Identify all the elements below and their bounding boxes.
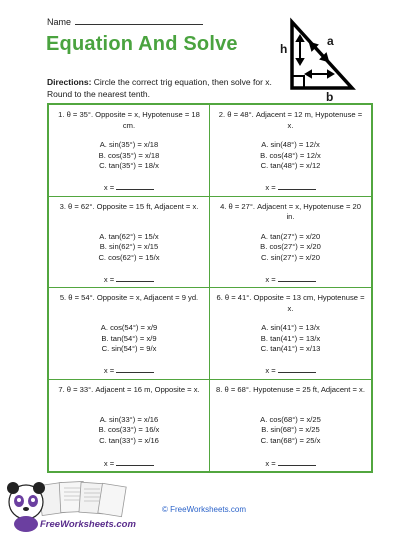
choice-list [49,323,209,355]
problem-1 [49,105,210,197]
answer-line [210,274,371,286]
choice-a[interactable]: A. sin(35°) = x/18 [99,140,159,149]
label-a: a [327,34,334,48]
answer-label: x = [103,366,115,375]
choice-c[interactable]: C. tan(33°) = x/16 [99,435,159,445]
choice-c[interactable]: C. tan(41°) = x/13 [260,344,321,353]
answer-blank[interactable] [116,182,154,190]
choice-c[interactable]: C. tan(48°) = x/12 [260,161,321,170]
answer-line [210,182,371,194]
choice-list [210,323,371,355]
problem-4 [210,197,371,289]
directions-text: Circle the correct trig equation, then solve for x. Round to the nearest tenth. [47,77,272,99]
answer-line [210,365,371,377]
choice-b[interactable]: B. tan(54°) = x/9 [101,333,157,343]
answer-label: x = [103,458,115,468]
choice-list [210,232,371,264]
choice-list [49,415,209,447]
choice-b[interactable]: B. cos(48°) = 12/x [260,150,321,160]
choice-c[interactable]: C. sin(54°) = 9/x [101,344,157,353]
answer-blank[interactable] [278,458,316,466]
answer-blank[interactable] [278,365,316,373]
problem-grid [47,103,373,473]
problem-prompt: 7. θ = 33°. Adjacent = 16 m, Opposite = x. [58,384,200,394]
choice-a[interactable]: A. cos(54°) = x/9 [100,323,158,332]
choice-c[interactable]: C. cos(62°) = 15/x [98,252,160,262]
answer-line [49,458,209,470]
problem-3 [49,197,210,289]
problem-6 [210,288,371,380]
answer-label: x = [103,183,115,192]
choice-list [210,415,371,447]
worksheet-stack-icon [38,481,126,516]
answer-line [210,458,371,470]
problem-prompt: 6. θ = 41°. Opposite = 13 cm, Hypotenuse = x. [216,293,365,313]
choice-a[interactable]: A. cos(68°) = x/25 [260,414,321,424]
label-b: b [326,90,334,104]
problem-prompt: 1. θ = 35°. Opposite = x, Hypotenuse = 18 cm. [58,110,200,130]
choice-c[interactable]: C. tan(35°) = 18/x [99,161,159,170]
answer-label: x = [265,274,276,284]
problem-prompt: 4. θ = 27°. Adjacent = x, Hypotenuse = 20 in. [220,201,361,221]
problem-prompt: 2. θ = 48°. Adjacent = 12 m, Hypotenuse = x. [218,110,363,130]
footer-brand: FreeWorksheets.com [40,519,136,530]
choice-a[interactable]: A. tan(27°) = x/20 [260,231,321,241]
problem-5 [49,288,210,380]
directions [47,76,287,100]
choice-list [49,232,209,264]
choice-b[interactable]: B. cos(27°) = x/20 [260,242,321,251]
choice-a[interactable]: A. sin(48°) = 12/x [261,140,320,149]
answer-line [49,182,209,194]
answer-line [49,365,209,377]
problem-8 [210,380,371,472]
choice-b[interactable]: B. sin(68°) = x/25 [261,425,320,434]
choice-c[interactable]: C. tan(68°) = 25/x [260,435,321,445]
answer-label: x = [265,366,276,375]
choice-list [210,140,371,172]
choice-c[interactable]: C. sin(27°) = x/20 [261,252,320,262]
choice-a[interactable]: A. sin(33°) = x/16 [99,414,159,424]
choice-b[interactable]: B. cos(33°) = 16/x [98,425,160,434]
footer-copyright[interactable]: © FreeWorksheets.com [162,505,246,514]
choice-a[interactable]: A. tan(62°) = 15/x [99,231,159,241]
answer-label: x = [265,183,276,192]
name-label: Name [47,17,72,27]
answer-blank[interactable] [116,274,154,282]
problem-2 [210,105,371,197]
label-h: h [280,42,288,56]
choice-b[interactable]: B. tan(41°) = 13/x [260,333,321,343]
problem-prompt: 3. θ = 62°. Opposite = 15 ft, Adjacent = x. [59,201,199,211]
answer-label: x = [265,458,276,468]
name-row [47,15,203,27]
answer-blank[interactable] [278,182,316,190]
choice-b[interactable]: B. cos(35°) = x/18 [98,150,160,160]
problem-prompt: 5. θ = 54°. Opposite = x, Adjacent = 9 yd. [59,293,199,302]
directions-lead: Directions: [47,77,92,87]
name-blank[interactable] [75,15,203,25]
page-title: Equation And Solve [46,33,238,55]
choice-a[interactable]: A. sin(41°) = 13/x [261,323,320,332]
choice-list [49,140,209,172]
answer-label: x = [103,274,115,284]
answer-blank[interactable] [116,458,154,466]
answer-line [49,274,209,286]
right-triangle-diagram [268,14,368,104]
choice-b[interactable]: B. sin(62°) = x/15 [99,242,159,251]
problem-7 [49,380,210,472]
answer-blank[interactable] [278,274,316,282]
answer-blank[interactable] [116,365,154,373]
problem-prompt: 8. θ = 68°. Hypotenuse = 25 ft, Adjacent = x. [216,384,365,394]
